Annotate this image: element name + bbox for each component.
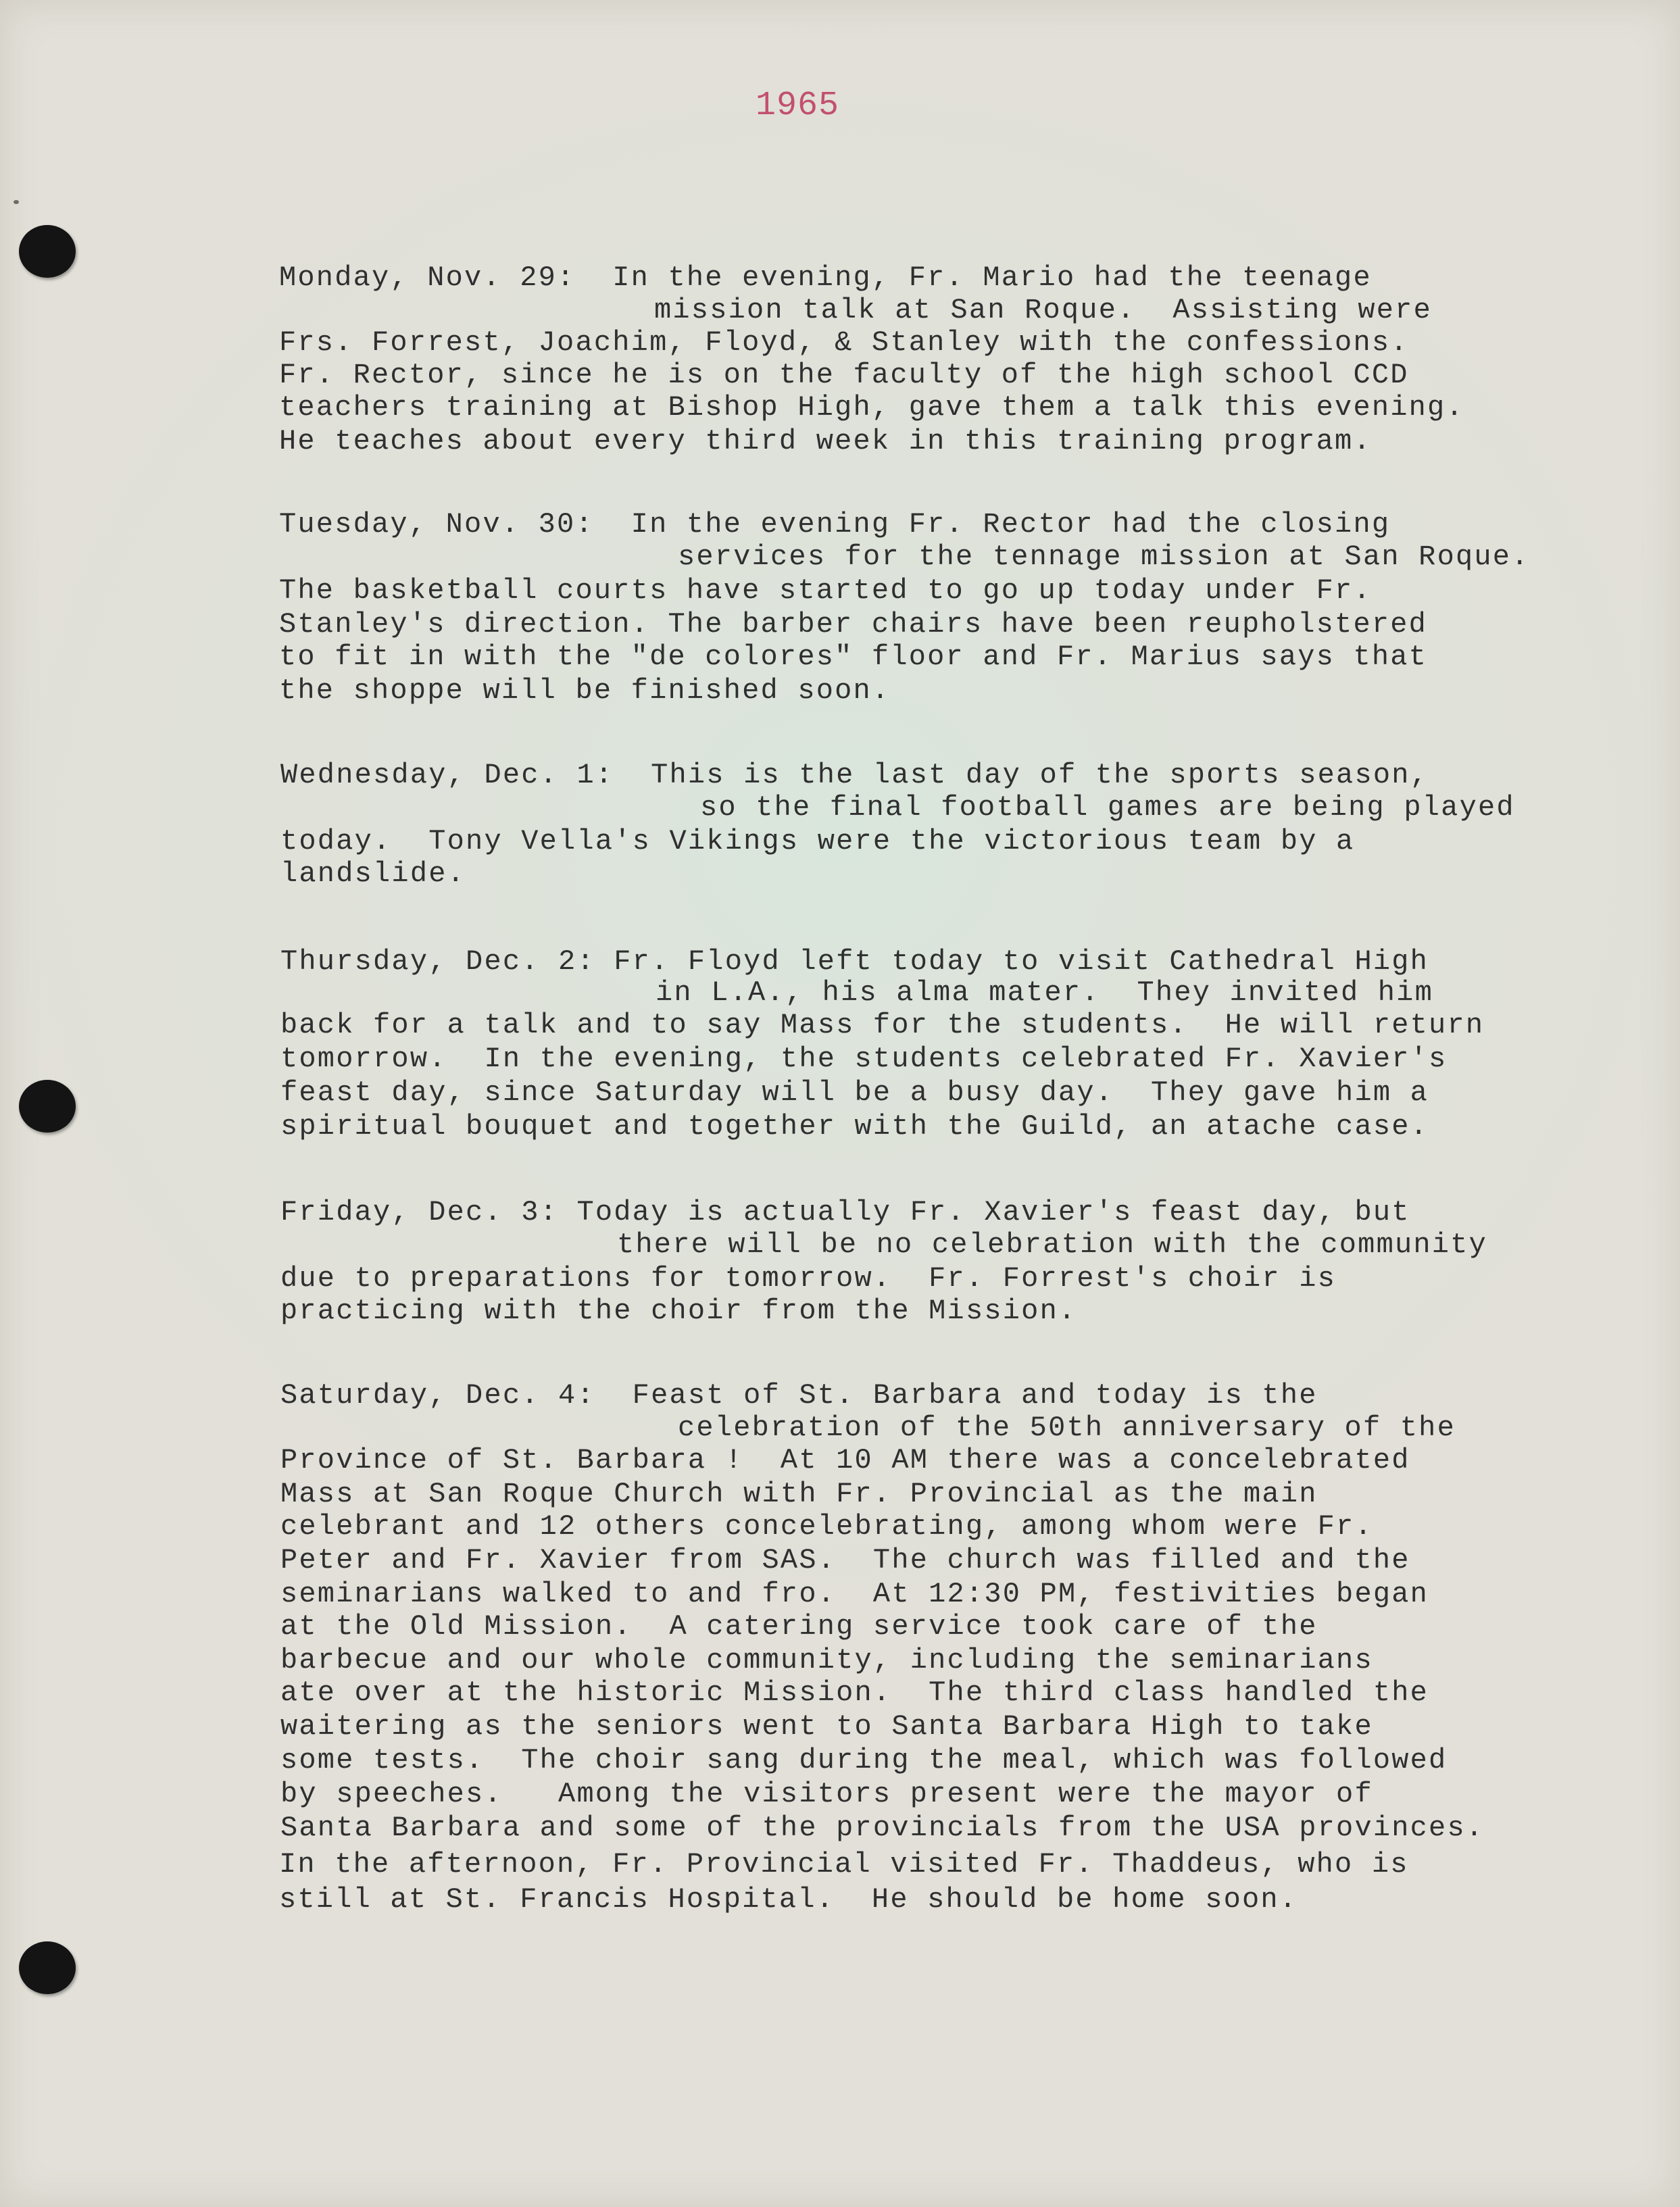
- entry-line: back for a talk and to say Mass for the students. He will return: [280, 1009, 1485, 1041]
- entry-line: He teaches about every third week in this training program.: [279, 425, 1372, 457]
- entry-line: Peter and Fr. Xavier from SAS. The church was filled and the: [280, 1544, 1410, 1577]
- entry-line: today. Tony Vella's Vikings were the victorious team by a: [280, 825, 1355, 858]
- entry-line: barbecue and our whole community, including the seminarians: [280, 1644, 1373, 1677]
- entry-line: Thursday, Dec. 2: Fr. Floyd left today to visit Cathedral High: [280, 945, 1429, 978]
- entry-line: Wednesday, Dec. 1: This is the last day of the sports season,: [280, 759, 1429, 791]
- entry-line: the shoppe will be finished soon.: [279, 674, 891, 707]
- entry-line: mission talk at San Roque. Assisting were: [654, 294, 1432, 326]
- entry-line: Tuesday, Nov. 30: In the evening Fr. Rector had the closing: [279, 508, 1391, 541]
- entry-line: Fr. Rector, since he is on the faculty of the high school CCD: [279, 359, 1409, 391]
- entry-line: Frs. Forrest, Joachim, Floyd, & Stanley with the confessions.: [279, 326, 1409, 359]
- entry-line: at the Old Mission. A catering service took care of the: [280, 1610, 1318, 1643]
- entry-line: in L.A., his alma mater. They invited him: [656, 976, 1433, 1009]
- entry-line: In the afternoon, Fr. Provincial visited Fr. Thaddeus, who is: [279, 1848, 1409, 1881]
- entry-line: waitering as the seniors went to Santa Barbara High to take: [280, 1710, 1373, 1743]
- binder-punch-hole-middle: [19, 1080, 76, 1133]
- entry-line: landslide.: [280, 858, 466, 890]
- entry-line: practicing with the choir from the Mission.: [280, 1295, 1077, 1327]
- entry-line: by speeches. Among the visitors present were the mayor of: [280, 1778, 1373, 1810]
- entry-line: Santa Barbara and some of the provincials from the USA provinces.: [280, 1812, 1485, 1844]
- paper-speck: [14, 200, 19, 204]
- entry-line: to fit in with the "de colores" floor and Fr. Marius says that: [279, 641, 1428, 673]
- entry-line: Friday, Dec. 3: Today is actually Fr. Xavier's feast day, but: [280, 1196, 1410, 1229]
- entry-line: due to preparations for tomorrow. Fr. Forrest's choir is: [280, 1262, 1337, 1295]
- binder-punch-hole-top: [19, 225, 76, 278]
- entry-line: services for the tennage mission at San Roque.: [678, 541, 1530, 573]
- entry-line: celebrant and 12 others concelebrating, among whom were Fr.: [280, 1510, 1373, 1543]
- entry-line: Stanley's direction. The barber chairs have been reupholstered: [279, 608, 1428, 641]
- page-year-heading: 1965: [756, 86, 840, 125]
- entry-line: celebration of the 50th anniversary of the: [678, 1412, 1456, 1444]
- entry-line: tomorrow. In the evening, the students celebrated Fr. Xavier's: [280, 1043, 1448, 1075]
- entry-line: The basketball courts have started to go up today under Fr.: [279, 574, 1372, 607]
- entry-line: teachers training at Bishop High, gave them a talk this evening.: [279, 391, 1464, 424]
- entry-line: spiritual bouquet and together with the Guild, an atache case.: [280, 1110, 1429, 1143]
- entry-line: Mass at San Roque Church with Fr. Provincial as the main: [280, 1478, 1318, 1510]
- entry-line: Monday, Nov. 29: In the evening, Fr. Mario had the teenage: [279, 262, 1372, 294]
- entry-line: still at St. Francis Hospital. He should be home soon.: [279, 1883, 1298, 1916]
- entry-line: feast day, since Saturday will be a busy day. They gave him a: [280, 1076, 1429, 1109]
- entry-line: ate over at the historic Mission. The third class handled the: [280, 1677, 1429, 1709]
- entry-line: seminarians walked to and fro. At 12:30 PM, festivities began: [280, 1578, 1429, 1610]
- entry-line: there will be no celebration with the community: [617, 1229, 1487, 1261]
- entry-line: Province of St. Barbara ! At 10 AM there was a concelebrated: [280, 1444, 1410, 1477]
- entry-line: so the final football games are being played: [700, 791, 1515, 824]
- entry-line: some tests. The choir sang during the meal, which was followed: [280, 1744, 1448, 1777]
- entry-line: Saturday, Dec. 4: Feast of St. Barbara and today is the: [280, 1379, 1318, 1412]
- binder-punch-hole-bottom: [19, 1941, 76, 1994]
